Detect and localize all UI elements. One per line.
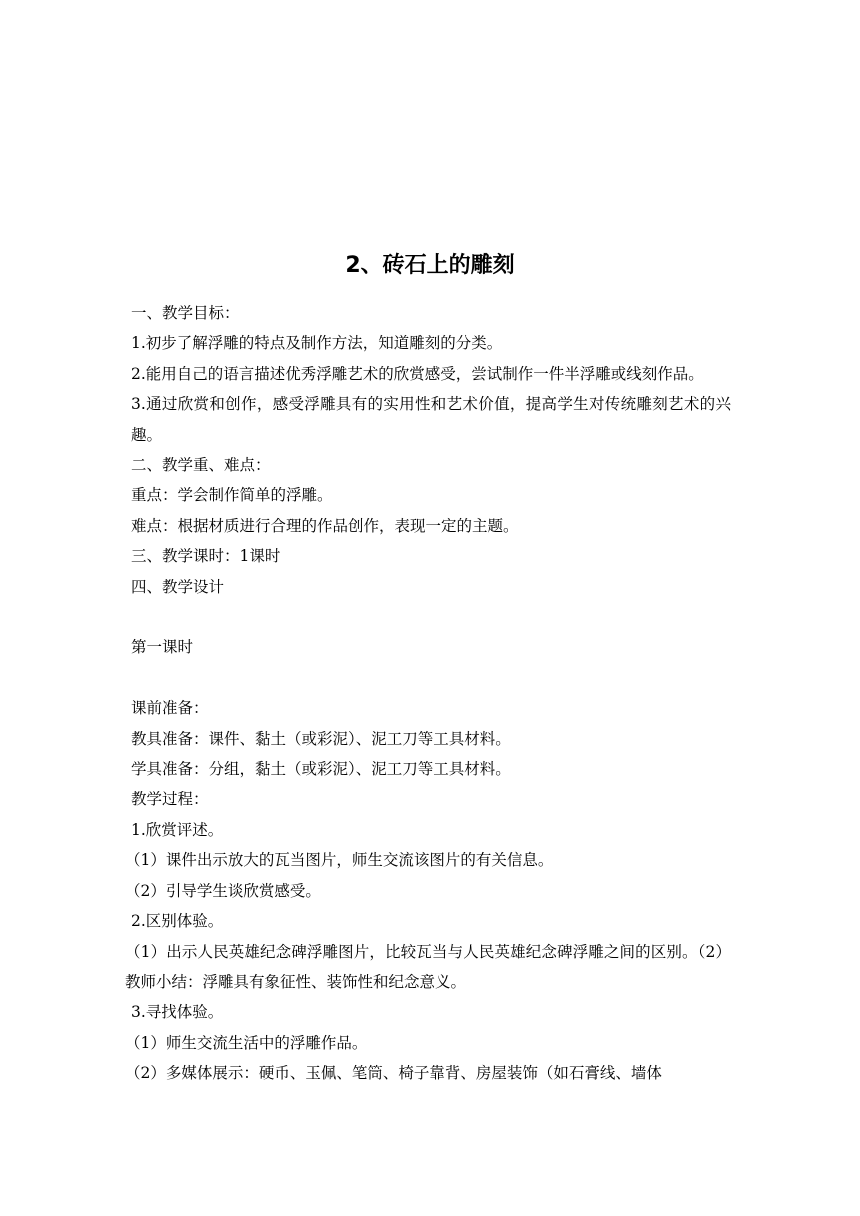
objective-item-1: 1.初步了解浮雕的特点及制作方法，知道雕刻的分类。 <box>131 334 503 353</box>
key-point: 重点：学会制作简单的浮雕。 <box>131 486 333 505</box>
step-3-heading: 3.寻找体验。 <box>131 1003 224 1022</box>
step-1-item-2: （2）引导学生谈欣赏感受。 <box>125 881 321 900</box>
section-heading-design: 四、教学设计 <box>131 577 225 596</box>
step-2-items: （1）出示人民英雄纪念碑浮雕图片，比较瓦当与人民英雄纪念碑浮雕之间的区别。（2）教师小结：浮雕具有象征性、装饰性和纪念意义。 <box>125 942 731 991</box>
blank-line <box>131 663 731 693</box>
document-body <box>125 298 731 1089</box>
lesson-heading: 第一课时 <box>131 638 194 657</box>
section-heading-class-hours: 三、教学课时：1课时 <box>131 547 281 566</box>
student-materials: 学具准备：分组，黏土（或彩泥）、泥工刀等工具材料。 <box>131 760 511 779</box>
step-1-item-1: （1）课件出示放大的瓦当图片，师生交流该图片的有关信息。 <box>125 851 554 870</box>
objective-item-3: 3.通过欣赏和创作，感受浮雕具有的实用性和艺术价值，提高学生对传统雕刻艺术的兴趣。 <box>131 395 731 444</box>
difficult-point: 难点：根据材质进行合理的作品创作，表现一定的主题。 <box>131 516 519 535</box>
step-3-item-2: （2）多媒体展示：硬币、玉佩、笔筒、椅子靠背、房屋装饰（如石膏线、墙体 <box>125 1064 662 1083</box>
teacher-materials: 教具准备：课件、黏土（或彩泥）、泥工刀等工具材料。 <box>131 729 511 748</box>
document-title: 2、砖石上的雕刻 <box>345 253 515 278</box>
step-1-heading: 1.欣赏评述。 <box>131 820 224 839</box>
section-heading-key-points: 二、教学重、难点： <box>131 456 271 475</box>
preparation-heading: 课前准备： <box>131 699 209 718</box>
step-3-item-1: （1）师生交流生活中的浮雕作品。 <box>125 1033 368 1052</box>
blank-line <box>131 602 731 632</box>
step-2-heading: 2.区别体验。 <box>131 912 224 931</box>
section-heading-objectives: 一、教学目标： <box>131 304 240 322</box>
objective-item-2: 2.能用自己的语言描述优秀浮雕艺术的欣赏感受，尝试制作一件半浮雕或线刻作品。 <box>131 364 704 383</box>
process-heading: 教学过程： <box>131 790 209 809</box>
